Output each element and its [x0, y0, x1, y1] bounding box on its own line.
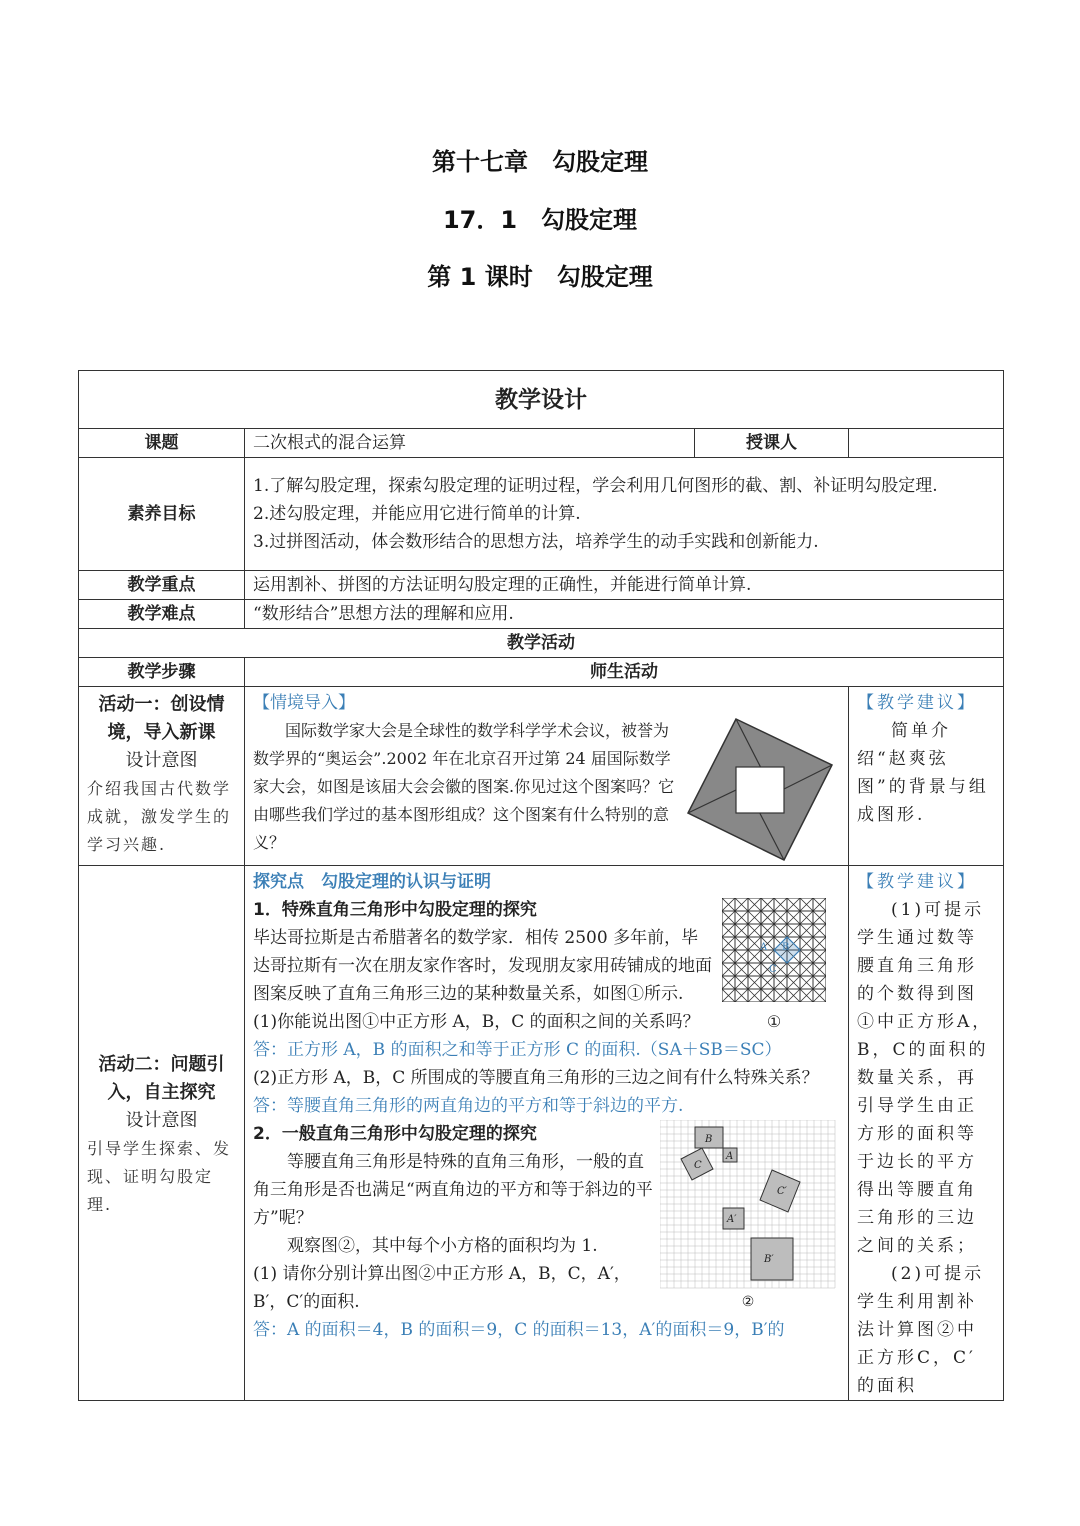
question-3: (1) 请你分别计算出图②中正方形 A，B，C，A′，B′，C′的面积.	[253, 1264, 631, 1312]
activity1-suggestion-tag: 【教学建议】	[857, 693, 977, 713]
answer-2: 答：等腰直角三角形的两直角边的平方和等于斜边的平方.	[253, 1096, 684, 1116]
question-2: (2)正方形 A，B，C 所围成的等腰直角三角形的三边之间有什么特殊关系？	[253, 1068, 819, 1088]
activity2-suggestion-2: (2)可提示学生利用割补法计算图②中正方形C，C′的面积	[857, 1264, 985, 1396]
key-label: 教学重点	[79, 571, 245, 600]
lesson-title: 第 1 课时 勾股定理	[427, 263, 653, 291]
steps-header: 教学步骤	[79, 658, 245, 687]
activity2-suggestion-tag: 【教学建议】	[857, 872, 977, 892]
goal-item: 2.述勾股定理，并能应用它进行简单的计算.	[253, 504, 581, 524]
key-value: 运用割补、拼图的方法证明勾股定理的正确性，并能进行简单计算.	[245, 571, 1004, 600]
activity1-tag: 【情境导入】	[253, 693, 355, 713]
activity2-suggestion-cell	[849, 866, 1004, 1401]
section-title: 17．1 勾股定理	[442, 206, 638, 234]
activity2-title: 活动二：问题引入，自主探究	[98, 1054, 225, 1103]
topic-value: 二次根式的混合运算	[245, 429, 695, 458]
goal-item: 1.了解勾股定理，探索勾股定理的证明过程，学会利用几何图形的截、割、补证明勾股定理.	[253, 476, 938, 496]
label-a: A	[726, 1151, 734, 1162]
goals-cell	[245, 458, 1004, 571]
difficulty-label: 教学难点	[79, 600, 245, 629]
paragraph-3: 观察图②，其中每个小方格的面积均为 1.	[287, 1236, 598, 1256]
lesson-plan-table	[78, 370, 1004, 1401]
difficulty-value: “数形结合”思想方法的理解和应用.	[245, 600, 1004, 629]
figure-1	[720, 898, 828, 1033]
activity1-content	[245, 687, 849, 866]
chapter-title: 第十七章 勾股定理	[432, 148, 648, 176]
label-c-prime: C′	[777, 1186, 787, 1197]
activity2-content	[245, 866, 849, 1401]
topic-label: 课题	[79, 429, 245, 458]
label-a: A	[760, 942, 768, 953]
activity1-suggestion: 简单介绍“赵爽弦图”的背景与组成图形.	[857, 721, 989, 825]
activity2-suggestion-1: (1)可提示学生通过数等腰直角三角形的个数得到图①中正方形A，B，C的面积的数量关系，再引导学生由正方形的面积等于边长的平方得出等腰直角三角形的三边之间的关系；	[857, 900, 993, 1256]
design-title: 教学设计	[79, 371, 1004, 429]
activity1-intent: 介绍我国古代数学成就，激发学生的学习兴趣.	[87, 779, 232, 854]
label-b-prime: B′	[764, 1254, 774, 1265]
inner-square	[736, 767, 784, 813]
sub-heading-2: 2．一般直角三角形中勾股定理的探究	[253, 1124, 537, 1144]
activity2-intent: 引导学生探索、发现、证明勾股定理.	[87, 1139, 232, 1214]
activity2-intent-label: 设计意图	[125, 1110, 198, 1131]
activity1-intent-label: 设计意图	[125, 750, 198, 771]
activity2-step-cell	[79, 866, 245, 1401]
activity1-title: 活动一：创设情境，导入新课	[98, 694, 225, 743]
explore-title: 探究点 勾股定理的认识与证明	[253, 872, 491, 892]
sub-heading-1: 1．特殊直角三角形中勾股定理的探究	[253, 900, 537, 920]
figure-1-caption: ①	[766, 1012, 782, 1031]
activity1-suggestion-cell	[849, 687, 1004, 866]
goal-item: 3.过拼图活动，体会数形结合的思想方法，培养学生的动手实践和创新能力.	[253, 532, 819, 552]
teacher-student-header: 师生活动	[245, 658, 1004, 687]
squares-on-grid-diagram	[660, 1120, 836, 1290]
figure-2	[658, 1120, 838, 1309]
answer-3: 答：A 的面积＝4，B 的面积＝9，C 的面积＝13，A′的面积＝9，B′的	[253, 1320, 785, 1340]
activity1-text: 国际数学家大会是全球性的数学科学学术会议，被誉为数学界的“奥运会”.2002 年在北京召开过第 24 届国际数学家大会，如图是该届大会会徽的图案.你见过这个图案吗？它由哪些我们学过的基本图形组成？这个图案有什么特别的意义？	[253, 721, 675, 852]
tile-grid-diagram	[722, 898, 826, 1002]
activity-header: 教学活动	[79, 629, 1004, 658]
label-c: C	[769, 964, 777, 975]
label-c: C	[694, 1160, 702, 1171]
label-b: B	[705, 1134, 713, 1145]
activity1-step-cell	[79, 687, 245, 866]
label-b: B	[782, 942, 790, 953]
teacher-value	[849, 429, 1004, 458]
question-1: (1)你能说出图①中正方形 A，B，C 的面积之间的关系吗？	[253, 1012, 700, 1032]
figure-2-caption: ②	[741, 1294, 755, 1310]
teacher-label: 授课人	[695, 429, 849, 458]
answer-1: 答：正方形 A，B 的面积之和等于正方形 C 的面积.（SA＋SB＝SC）	[253, 1040, 782, 1060]
zhao-shuang-diagram	[684, 715, 834, 865]
label-a-prime: A′	[727, 1214, 737, 1225]
paragraph-2: 等腰直角三角形是特殊的直角三角形，一般的直角三角形是否也满足“两直角边的平方和等于斜边的平方”呢？	[253, 1152, 653, 1228]
paragraph-1: 毕达哥拉斯是古希腊著名的数学家．相传 2500 多年前，毕达哥拉斯有一次在朋友家作客时，发现朋友家用砖铺成的地面图案反映了直角三角形三边的某种数量关系，如图①所示.	[253, 928, 712, 1004]
goals-label: 素养目标	[79, 458, 245, 571]
